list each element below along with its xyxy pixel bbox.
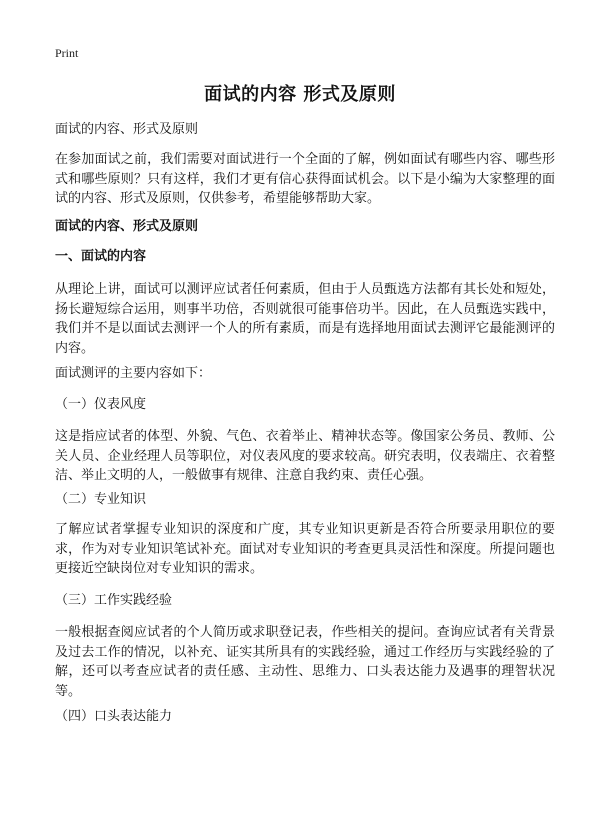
section-heading: 面试的内容、形式及原则 — [55, 219, 199, 234]
item-text-knowledge: 了解应试者掌握专业知识的深度和广度，其专业知识更新是否符合所要录用职位的要求，作为对专业知识笔试补充。面试对专业知识的考查更具灵活性和深度。所提问题也更接近空缺岗位对专业知识的需求。 — [55, 522, 555, 576]
item-heading-appearance: （一）仪表风度 — [55, 397, 147, 412]
item-heading-knowledge: （二）专业知识 — [55, 492, 147, 507]
item-heading-experience: （三）工作实践经验 — [55, 593, 173, 608]
part-heading: 一、面试的内容 — [55, 249, 147, 264]
item-text-experience: 一般根据查阅应试者的个人简历或求职登记表，作些相关的提问。查询应试者有关背景及过去工作的情况，以补充、证实其所具有的实践经验，通过工作经历与实践经验的了解，还可以考查应试者的责任感、主动性、思维力、口头表达能力及遇事的理智状况等。 — [55, 625, 555, 699]
subtitle-line: 面试的内容、形式及原则 — [55, 122, 199, 137]
item-text-appearance: 这是指应试者的体型、外貌、气色、衣着举止、精神状态等。像国家公务员、教师、公关人员、企业经理人员等职位，对仪表风度的要求较高。研究表明，仪表端庄、衣着整洁、举止文明的人，一般做事有规律、注意自我约束、责任心强。 — [55, 429, 555, 483]
intro-paragraph: 在参加面试之前，我们需要对面试进行一个全面的了解，例如面试有哪些内容、哪些形式和哪些原则？只有这样，我们才更有信心获得面试机会。以下是小编为大家整理的面试的内容、形式及原则，仅供参考，希望能够帮助大家。 — [55, 152, 555, 206]
main-content-line: 面试测评的主要内容如下： — [55, 366, 212, 381]
item-heading-oral: （四）口头表达能力 — [55, 709, 173, 724]
print-label: Print — [55, 46, 79, 60]
page-title: 面试的内容 形式及原则 — [204, 84, 396, 105]
part-paragraph: 从理论上讲，面试可以测评应试者任何素质，但由于人员甄选方法都有其长处和短处，扬长避短综合运用，则事半功倍，否则就很可能事倍功半。因此，在人员甄选实践中，我们并不是以面试去测评一个人的所有素质，而是有选择地用面试去测评它最能测评的内容。 — [55, 282, 555, 356]
